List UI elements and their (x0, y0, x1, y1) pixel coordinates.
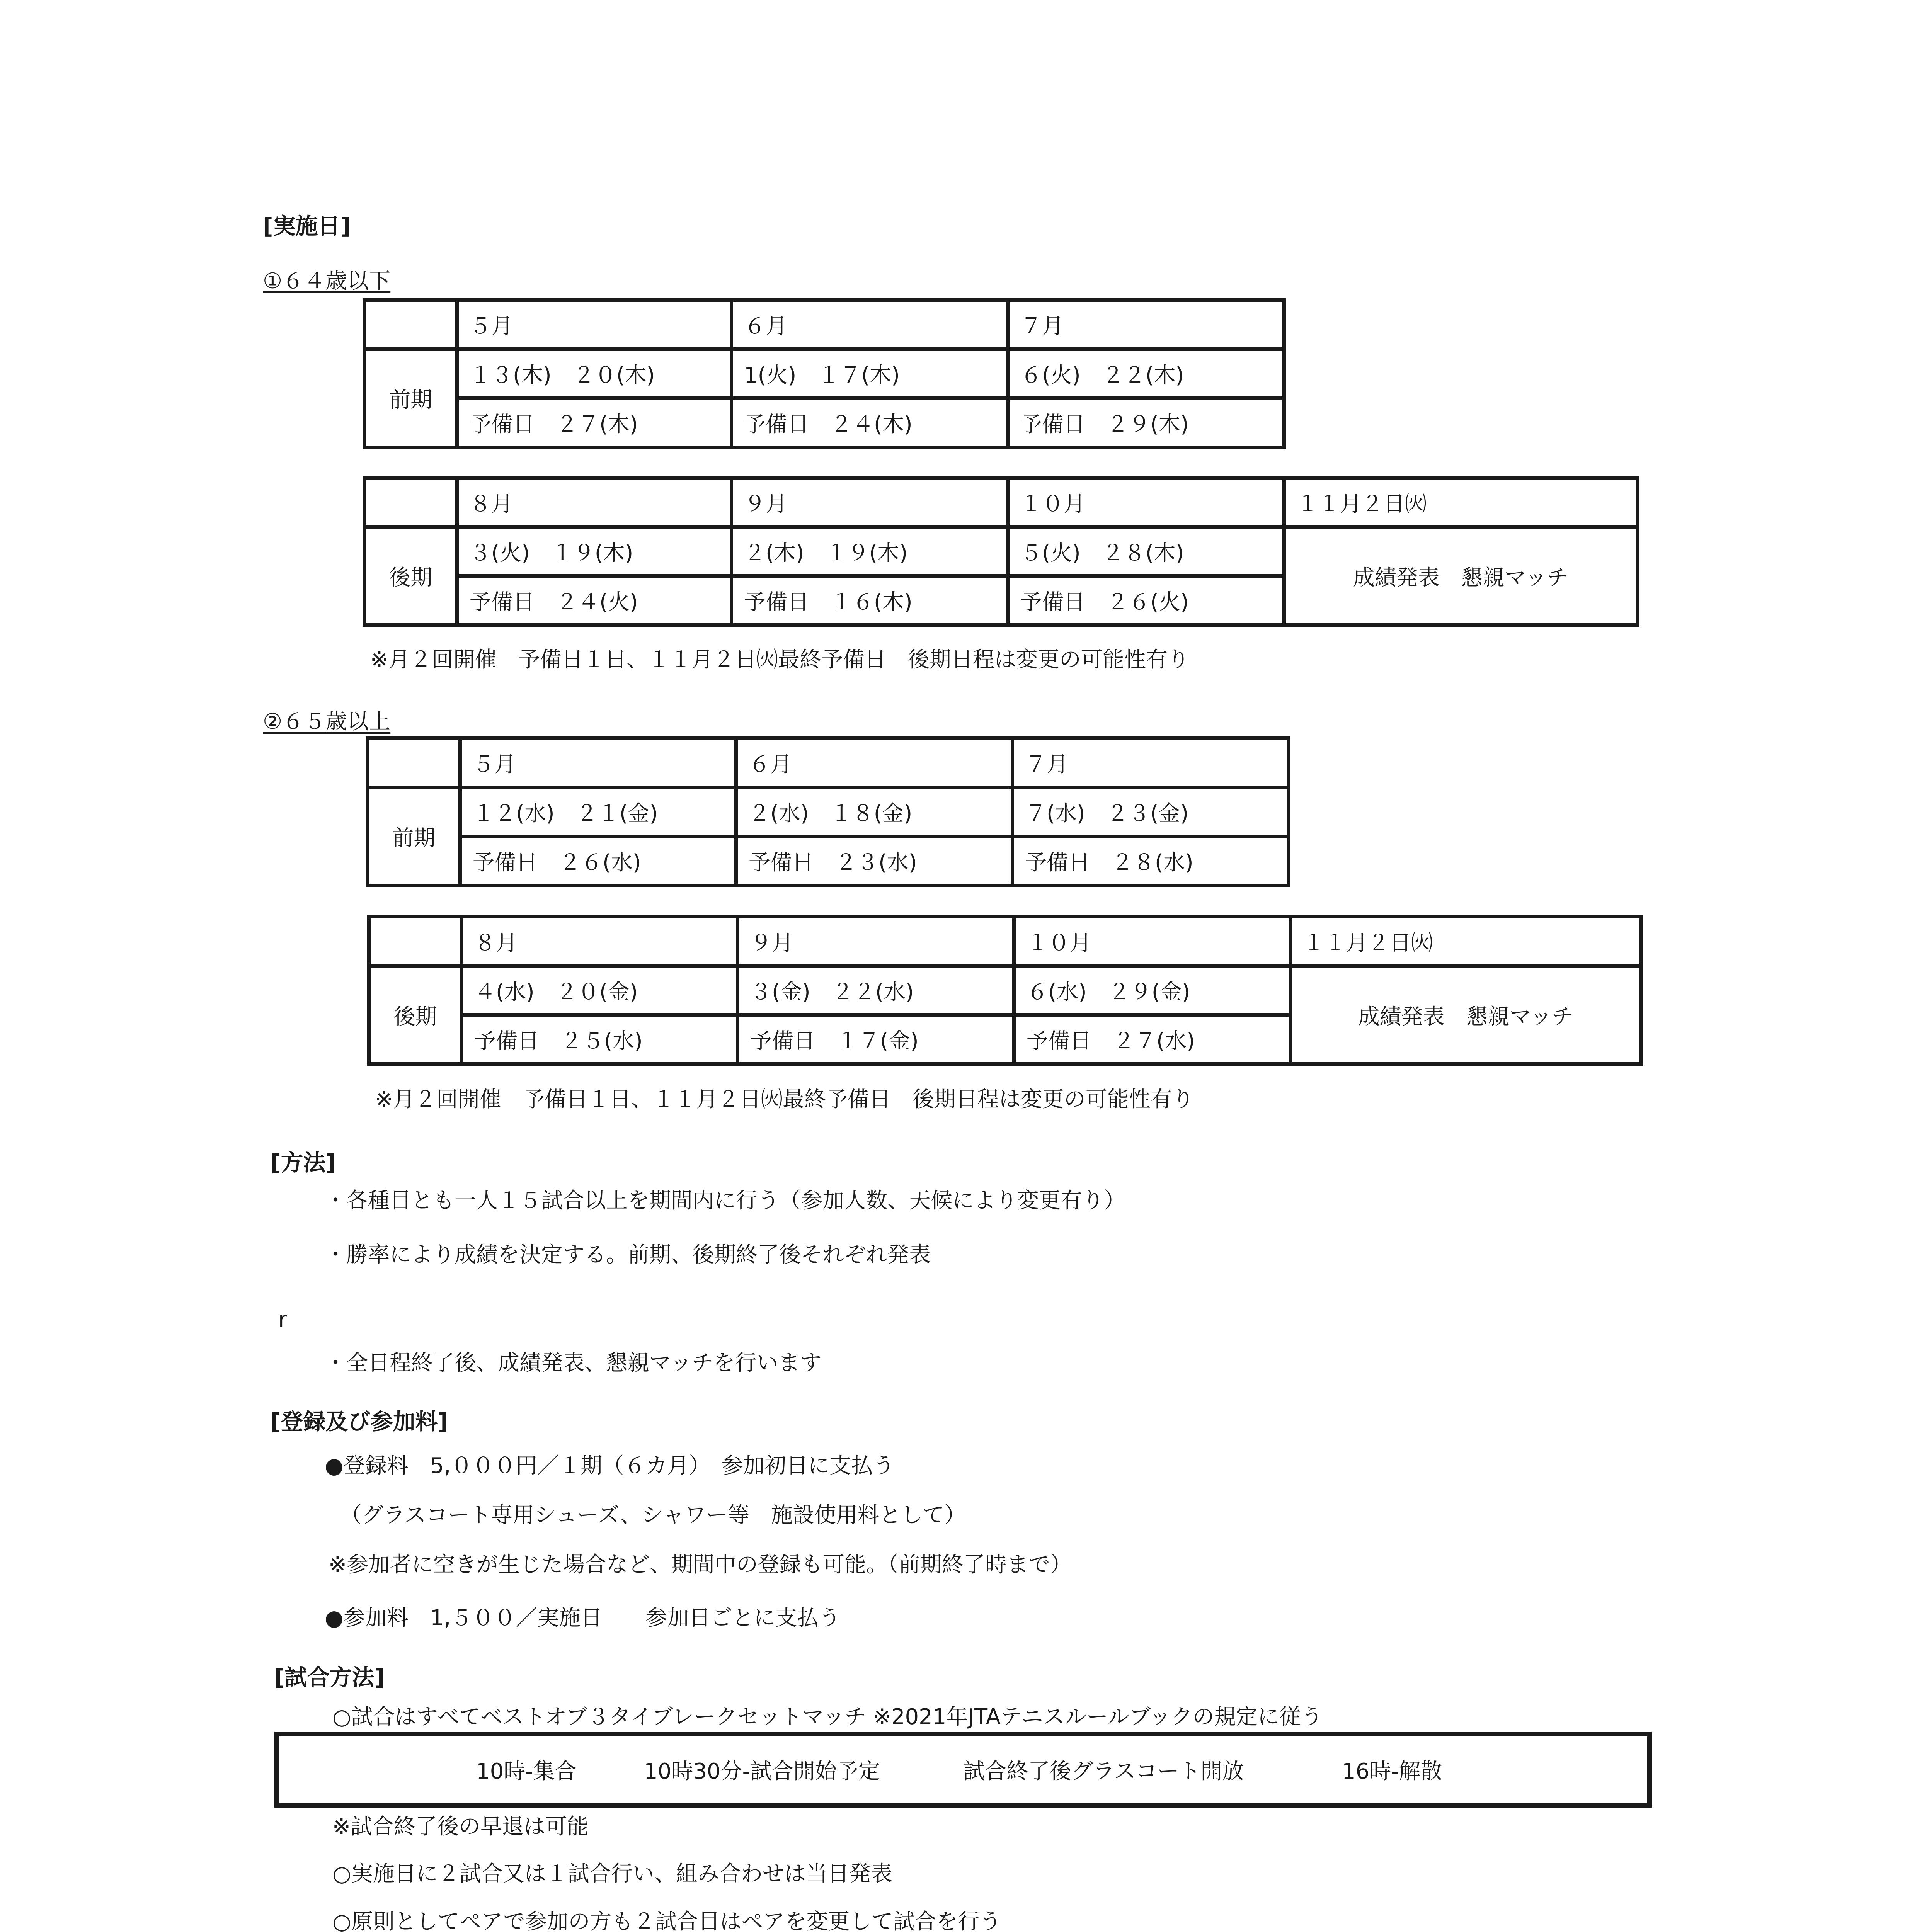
stray-mark: r (278, 1307, 288, 1332)
reserve-cell: 予備日 １７(金) (738, 1015, 1014, 1064)
schedule-table-64-second (363, 476, 1639, 627)
month-cell: ７月 (1013, 738, 1289, 787)
schedule-heading: [実施日] (263, 213, 351, 239)
empty-cell (364, 300, 457, 349)
registration-heading: [登録及び参加料] (271, 1408, 448, 1435)
table-row (368, 738, 1289, 787)
timeline-box (274, 1732, 1652, 1808)
reserve-cell: 予備日 ２４(火) (457, 576, 732, 625)
date-cell: ３(金) ２２(水) (738, 966, 1014, 1015)
month-cell: ５月 (460, 738, 736, 787)
month-cell: １１月２日㈫ (1284, 478, 1638, 527)
schedule-note-65: ※月２回開催 予備日１日、１１月２日㈫最終予備日 後期日程は変更の可能性有り (375, 1087, 1194, 1112)
date-cell: ６(火) ２２(木) (1008, 349, 1284, 398)
reserve-cell: 予備日 ２９(木) (1008, 398, 1284, 447)
timeline-item: 16時-解散 (1342, 1759, 1442, 1784)
period-cell: 前期 (368, 787, 460, 886)
date-cell: ６(水) ２９(金) (1014, 966, 1290, 1015)
date-cell: ３(火) １９(木) (457, 527, 732, 576)
date-cell: ２(木) １９(木) (732, 527, 1008, 576)
month-cell: ８月 (462, 917, 738, 966)
month-cell: ９月 (732, 478, 1008, 527)
table-row (364, 398, 1284, 447)
match-heading: [試合方法] (274, 1664, 385, 1690)
period-cell: 後期 (364, 527, 457, 625)
reserve-cell: 予備日 ２６(水) (460, 837, 736, 886)
reserve-cell: 予備日 ２４(木) (732, 398, 1008, 447)
reserve-cell: 予備日 ２３(水) (736, 837, 1013, 886)
month-cell: ７月 (1008, 300, 1284, 349)
period-cell: 後期 (369, 966, 462, 1064)
timeline-item: 試合終了後グラスコート開放 (963, 1759, 1244, 1784)
table-row (364, 349, 1284, 398)
reserve-cell: 予備日 ２５(水) (462, 1015, 738, 1064)
month-cell: １０月 (1014, 917, 1290, 966)
registration-line: （グラスコート専用シューズ、シャワー等 施設使用料として） (340, 1503, 966, 1528)
final-event-cell: 成績発表 懇親マッチ (1290, 966, 1641, 1064)
empty-cell (368, 738, 460, 787)
registration-line: ※参加者に空きが生じた場合など、期間中の登録も可能。（前期終了時まで） (329, 1552, 1072, 1577)
reserve-cell: 予備日 ２７(木) (457, 398, 732, 447)
month-cell: ５月 (457, 300, 732, 349)
method-heading: [方法] (271, 1150, 336, 1176)
date-cell: ４(水) ２０(金) (462, 966, 738, 1015)
date-cell: ２(水) １８(金) (736, 787, 1013, 837)
schedule-table-65-second (367, 915, 1643, 1066)
schedule-note-64: ※月２回開催 予備日１日、１１月２日㈫最終予備日 後期日程は変更の可能性有り (370, 647, 1189, 672)
group-label-65-over: ②６５歳以上 (263, 709, 391, 734)
month-cell: ６月 (736, 738, 1013, 787)
reserve-cell: 予備日 ２６(火) (1008, 576, 1284, 625)
date-cell: ５(火) ２８(木) (1008, 527, 1284, 576)
month-cell: ８月 (457, 478, 732, 527)
schedule-table-65-first (366, 736, 1290, 887)
table-row (368, 837, 1289, 886)
timeline-item: 10時-集合 (476, 1759, 577, 1784)
method-item: ・全日程終了後、成績発表、懇親マッチを行います (325, 1350, 822, 1376)
final-event-cell: 成績発表 懇親マッチ (1284, 527, 1638, 625)
month-cell: １０月 (1008, 478, 1284, 527)
match-lead: ○試合はすべてベストオブ３タイブレークセットマッチ ※2021年JTAテニスルールブックの規定に従う (332, 1704, 1323, 1730)
schedule-table-64-first (363, 298, 1286, 449)
table-row (369, 917, 1641, 966)
table-row (364, 527, 1638, 576)
period-cell: 前期 (364, 349, 457, 447)
registration-line: ●参加料 1,５００／実施日 参加日ごとに支払う (325, 1605, 841, 1631)
match-line: ○実施日に２試合又は１試合行い、組み合わせは当日発表 (332, 1861, 892, 1886)
table-row (369, 966, 1641, 1015)
reserve-cell: 予備日 ２８(水) (1013, 837, 1289, 886)
match-line: ※試合終了後の早退は可能 (332, 1814, 589, 1839)
registration-line: ●登録料 5,０００円／１期（６カ月） 参加初日に支払う (325, 1453, 895, 1478)
table-row (368, 787, 1289, 837)
method-item: ・勝率により成績を決定する。前期、後期終了後それぞれ発表 (325, 1242, 931, 1267)
month-cell: １１月２日㈫ (1290, 917, 1641, 966)
date-cell: 1(火) １７(木) (732, 349, 1008, 398)
month-cell: ９月 (738, 917, 1014, 966)
timeline-item: 10時30分-試合開始予定 (644, 1759, 880, 1784)
empty-cell (364, 478, 457, 527)
date-cell: １２(水) ２１(金) (460, 787, 736, 837)
date-cell: ７(水) ２３(金) (1013, 787, 1289, 837)
date-cell: １３(木) ２０(木) (457, 349, 732, 398)
month-cell: ６月 (732, 300, 1008, 349)
reserve-cell: 予備日 ２７(水) (1014, 1015, 1290, 1064)
group-label-64-under: ①６４歳以下 (263, 269, 391, 294)
method-item: ・各種目とも一人１５試合以上を期間内に行う（参加人数、天候により変更有り） (325, 1188, 1125, 1213)
table-row (364, 478, 1638, 527)
reserve-cell: 予備日 １６(木) (732, 576, 1008, 625)
empty-cell (369, 917, 462, 966)
table-row (364, 300, 1284, 349)
match-line: ○原則としてペアで参加の方も２試合目はペアを変更して試合を行う (332, 1909, 1001, 1932)
